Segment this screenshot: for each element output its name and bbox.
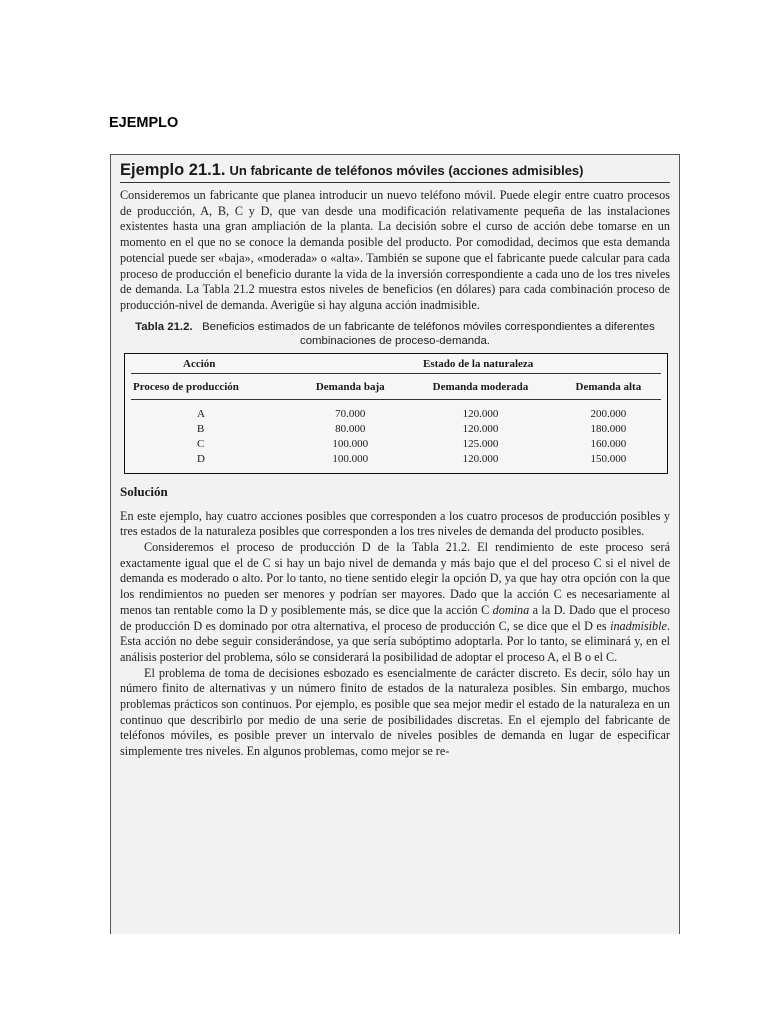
table-cell: B xyxy=(197,422,205,435)
table-row xyxy=(131,437,661,452)
table-cell: 70.000 xyxy=(335,407,366,420)
solution-paragraph-2-text: . Esta acción no debe seguir considerándose, ya que sería subóptimo adoptarla. Por lo tanto, se eliminará y, en el análisis posterior del problema, sólo se considerará la posibilidad de adoptar el proceso A, el B o el C. xyxy=(120,618,670,664)
table-cell: 100.000 xyxy=(332,452,369,465)
page-heading: EJEMPLO xyxy=(109,115,179,131)
solution-heading: Solución xyxy=(120,483,168,499)
table-cell: 150.000 xyxy=(590,452,627,465)
table-row xyxy=(131,399,661,422)
column-header: Demanda alta xyxy=(556,373,661,399)
solution-paragraph-2-text: Consideremos el proceso de producción D de la Tabla 21.2. El rendimiento de este proceso será exactamente igual que el de C si hay un bajo nivel de demanda y más bajo que el del proceso C si el nivel de demanda es moderado o alto. Por lo tanto, no tiene sentido elegir la opción D, ya que hay otra opción con la que los rendimientos no pueden ser menores y podrían ser mayores. Dado que la acción C es necesariamente al menos tan rentable como la D y posiblemente más, se dice que la acción C xyxy=(120,540,670,617)
table-row xyxy=(131,422,661,437)
column-header: Proceso de producción xyxy=(131,373,295,399)
example-title-text: Un fabricante de teléfonos móviles (acciones admisibles) xyxy=(229,163,584,178)
emphasis-domina: domina xyxy=(492,602,530,617)
scanned-textbook-excerpt xyxy=(110,154,680,934)
column-header: Demanda baja xyxy=(295,373,405,399)
table-cell: A xyxy=(197,407,205,420)
table-cell: 160.000 xyxy=(590,437,627,450)
table-cell: 125.000 xyxy=(462,437,499,450)
solution-paragraph-3: El problema de toma de decisiones esbozado es esencialmente de carácter discreto. Es decir, sólo hay un número finito de alternativas y un número finito de estados de la naturaleza posibles. Sin embargo, muchos problemas prácticos son continuos. Por ejemplo, es posible que sea mejor medir el estado de la naturaleza en un continuo que describirlo por medio de una serie de posibilidades discretas. En el ejemplo del fabricante de teléfonos móviles, es posible prever un intervalo de niveles posibles de demanda en lugar de especificar simplemente tres niveles. En algunos problemas, como mejor se re- xyxy=(120,665,670,759)
table-cell: 180.000 xyxy=(590,422,627,435)
solution-paragraph-2 xyxy=(120,540,670,666)
table-cell: C xyxy=(197,437,205,450)
example-label: Ejemplo 21.1. xyxy=(120,161,226,179)
table-cell: D xyxy=(197,452,205,465)
table-caption xyxy=(120,320,670,348)
example-title xyxy=(120,159,670,183)
table-cell: 120.000 xyxy=(462,422,499,435)
header-action: Acción xyxy=(131,354,295,374)
table-cell: 200.000 xyxy=(590,407,627,420)
table-cell: 120.000 xyxy=(462,407,499,420)
table-cell: 100.000 xyxy=(332,437,369,450)
example-intro: Consideremos un fabricante que planea introducir un nuevo teléfono móvil. Puede elegir entre cuatro procesos de producción, A, B, C y D, que van desde una modificación relativamente pequeña de las instalaciones existentes hasta una gran ampliación de la planta. La decisión sobre el curso de acción debe tomarse en un momento en el que no se conoce la demanda posible del producto. Por comodidad, decimos que esta demanda potencial puede ser «baja», «moderada» o «alta». También se supone que el fabricante puede calcular para cada proceso de producción el beneficio durante la vida de la inversión correspondiente a cada uno de los tres niveles de demanda. La Tabla 21.2 muestra estos niveles de beneficios (en dólares) para cada combinación proceso de producción-nivel de demanda. Averigüe si hay alguna acción inadmisible. xyxy=(120,188,670,312)
profit-table xyxy=(131,354,661,467)
solution-paragraph-1: En este ejemplo, hay cuatro acciones posibles que corresponden a los cuatro procesos de producción posibles y tres estados de la naturaleza posibles que corresponden a los tres niveles de demanda del producto posibles. xyxy=(120,508,670,539)
table-caption-label: Tabla 21.2. xyxy=(135,320,193,333)
profit-table-frame xyxy=(124,353,668,474)
column-header: Demanda moderada xyxy=(405,373,556,399)
table-cell: 80.000 xyxy=(335,422,366,435)
table-row xyxy=(131,452,661,467)
solution-paragraph-2-text: a la D. Dado que el proceso de producción D es dominado por otra alternativa, el proceso de producción C, se dice que el D es xyxy=(120,602,670,633)
emphasis-inadmisible: inadmisible xyxy=(610,618,667,633)
header-state-of-nature: Estado de la naturaleza xyxy=(295,354,661,374)
table-caption-text: Beneficios estimados de un fabricante de teléfonos móviles correspondientes a diferentes combinaciones de proceso-demanda. xyxy=(202,320,655,347)
table-cell: 120.000 xyxy=(462,452,499,465)
